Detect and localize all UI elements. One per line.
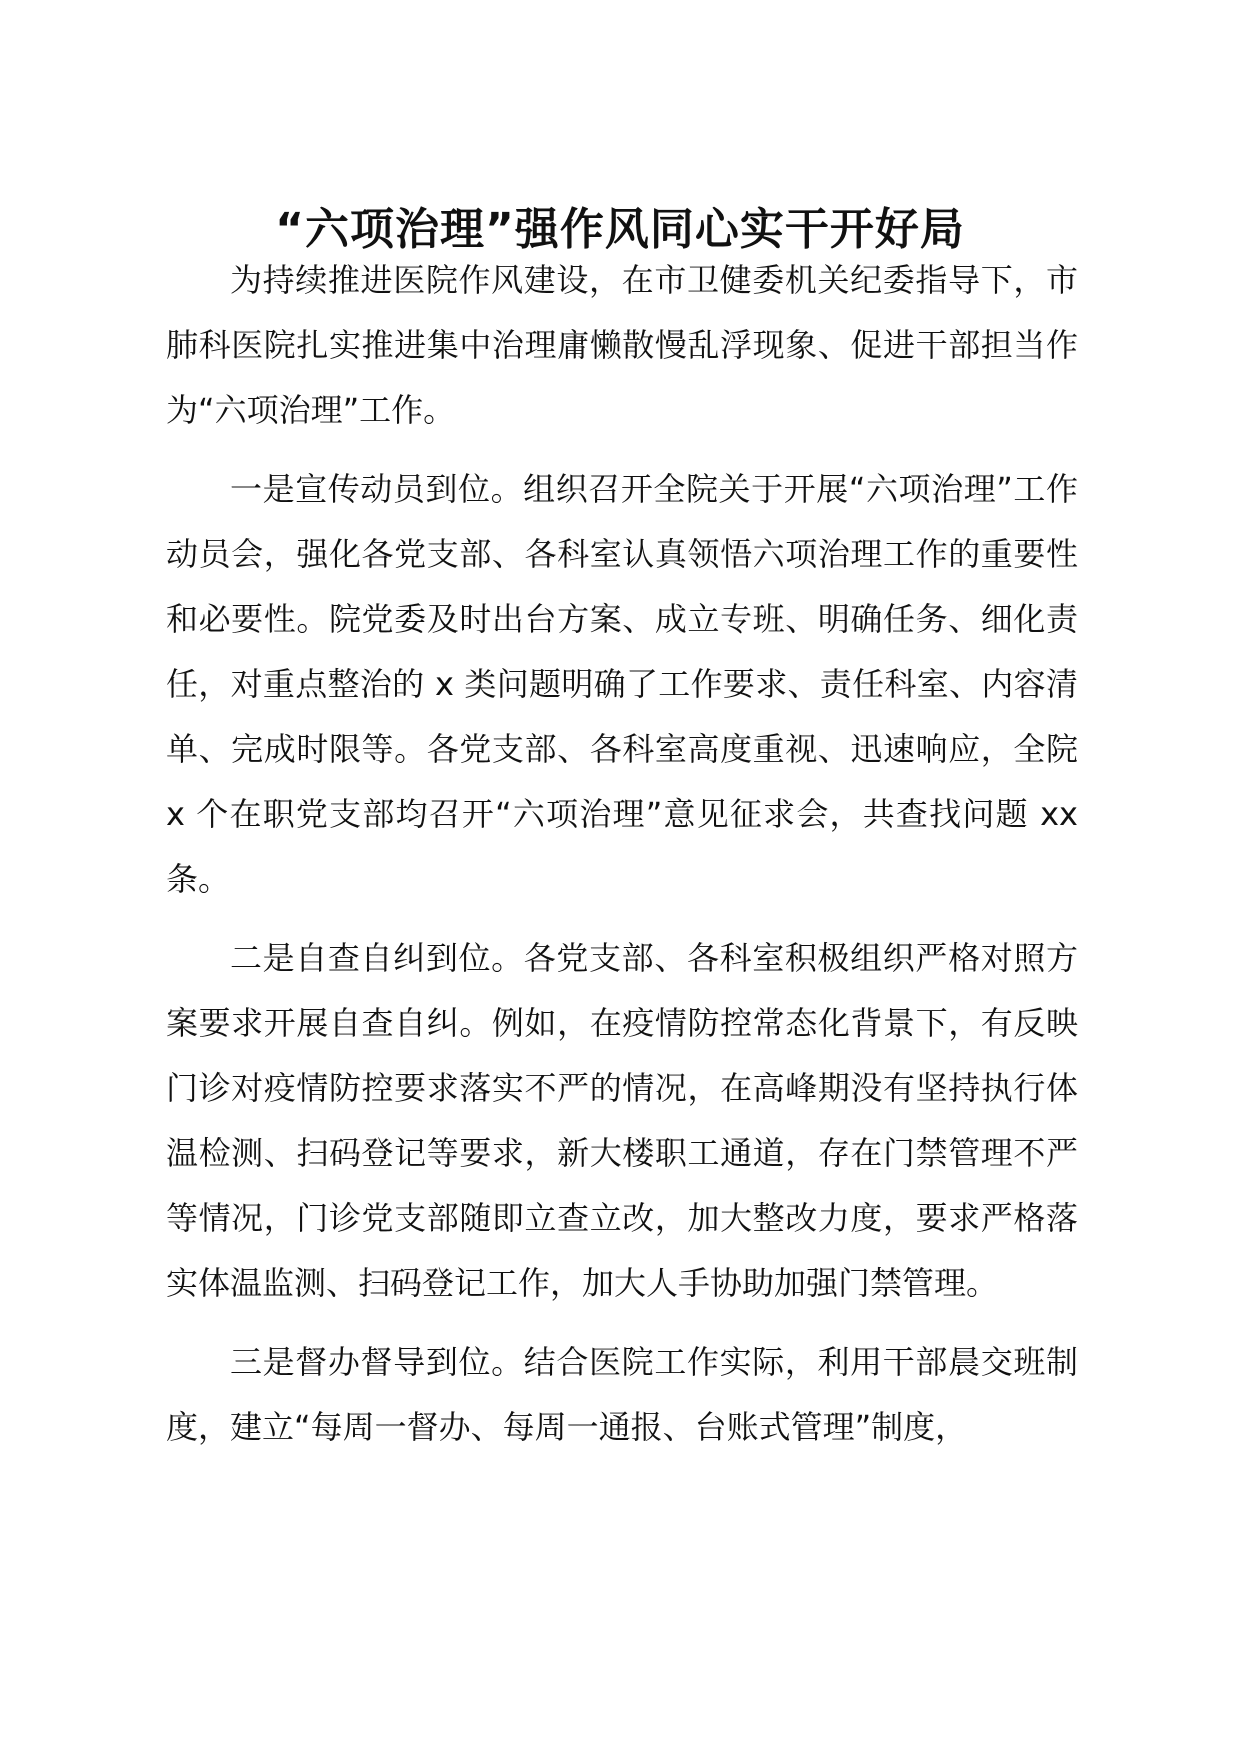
paragraph-mobilization: 一是宣传动员到位。组织召开全院关于开展“六项治理”工作动员会，强化各党支部、各科室认真领悟六项治理工作的重要性和必要性。院党委及时出台方案、成立专班、明确任务、细化责任，对重点整治的 x 类问题明确了工作要求、责任科室、内容清单、完成时限等。各党支部、各科室高度重视、迅速响应，全院 x 个在职党支部均召开“六项治理”意见征求会，共查找问题 xx 条。 xyxy=(166,470,1078,898)
paragraph-supervision: 三是督办督导到位。结合医院工作实际，利用干部晨交班制度，建立“每周一督办、每周一通报、台账式管理”制度， xyxy=(166,1343,1078,1446)
paragraph-intro: 为持续推进医院作风建设，在市卫健委机关纪委指导下，市肺科医院扎实推进集中治理庸懒散慢乱浮现象、促进干部担当作为“六项治理”工作。 xyxy=(166,261,1078,429)
paragraph-self-inspection: 二是自查自纠到位。各党支部、各科室积极组织严格对照方案要求开展自查自纠。例如，在疫情防控常态化背景下，有反映门诊对疫情防控要求落实不严的情况，在高峰期没有坚持执行体温检测、扫码登记等要求，新大楼职工通道，存在门禁管理不严等情况，门诊党支部随即立查立改，加大整改力度，要求严格落实体温监测、扫码登记工作，加大人手协助加强门禁管理。 xyxy=(166,939,1078,1302)
document-body xyxy=(166,248,1078,1474)
document-title: “六项治理”强作风同心实干开好局 xyxy=(275,204,965,255)
